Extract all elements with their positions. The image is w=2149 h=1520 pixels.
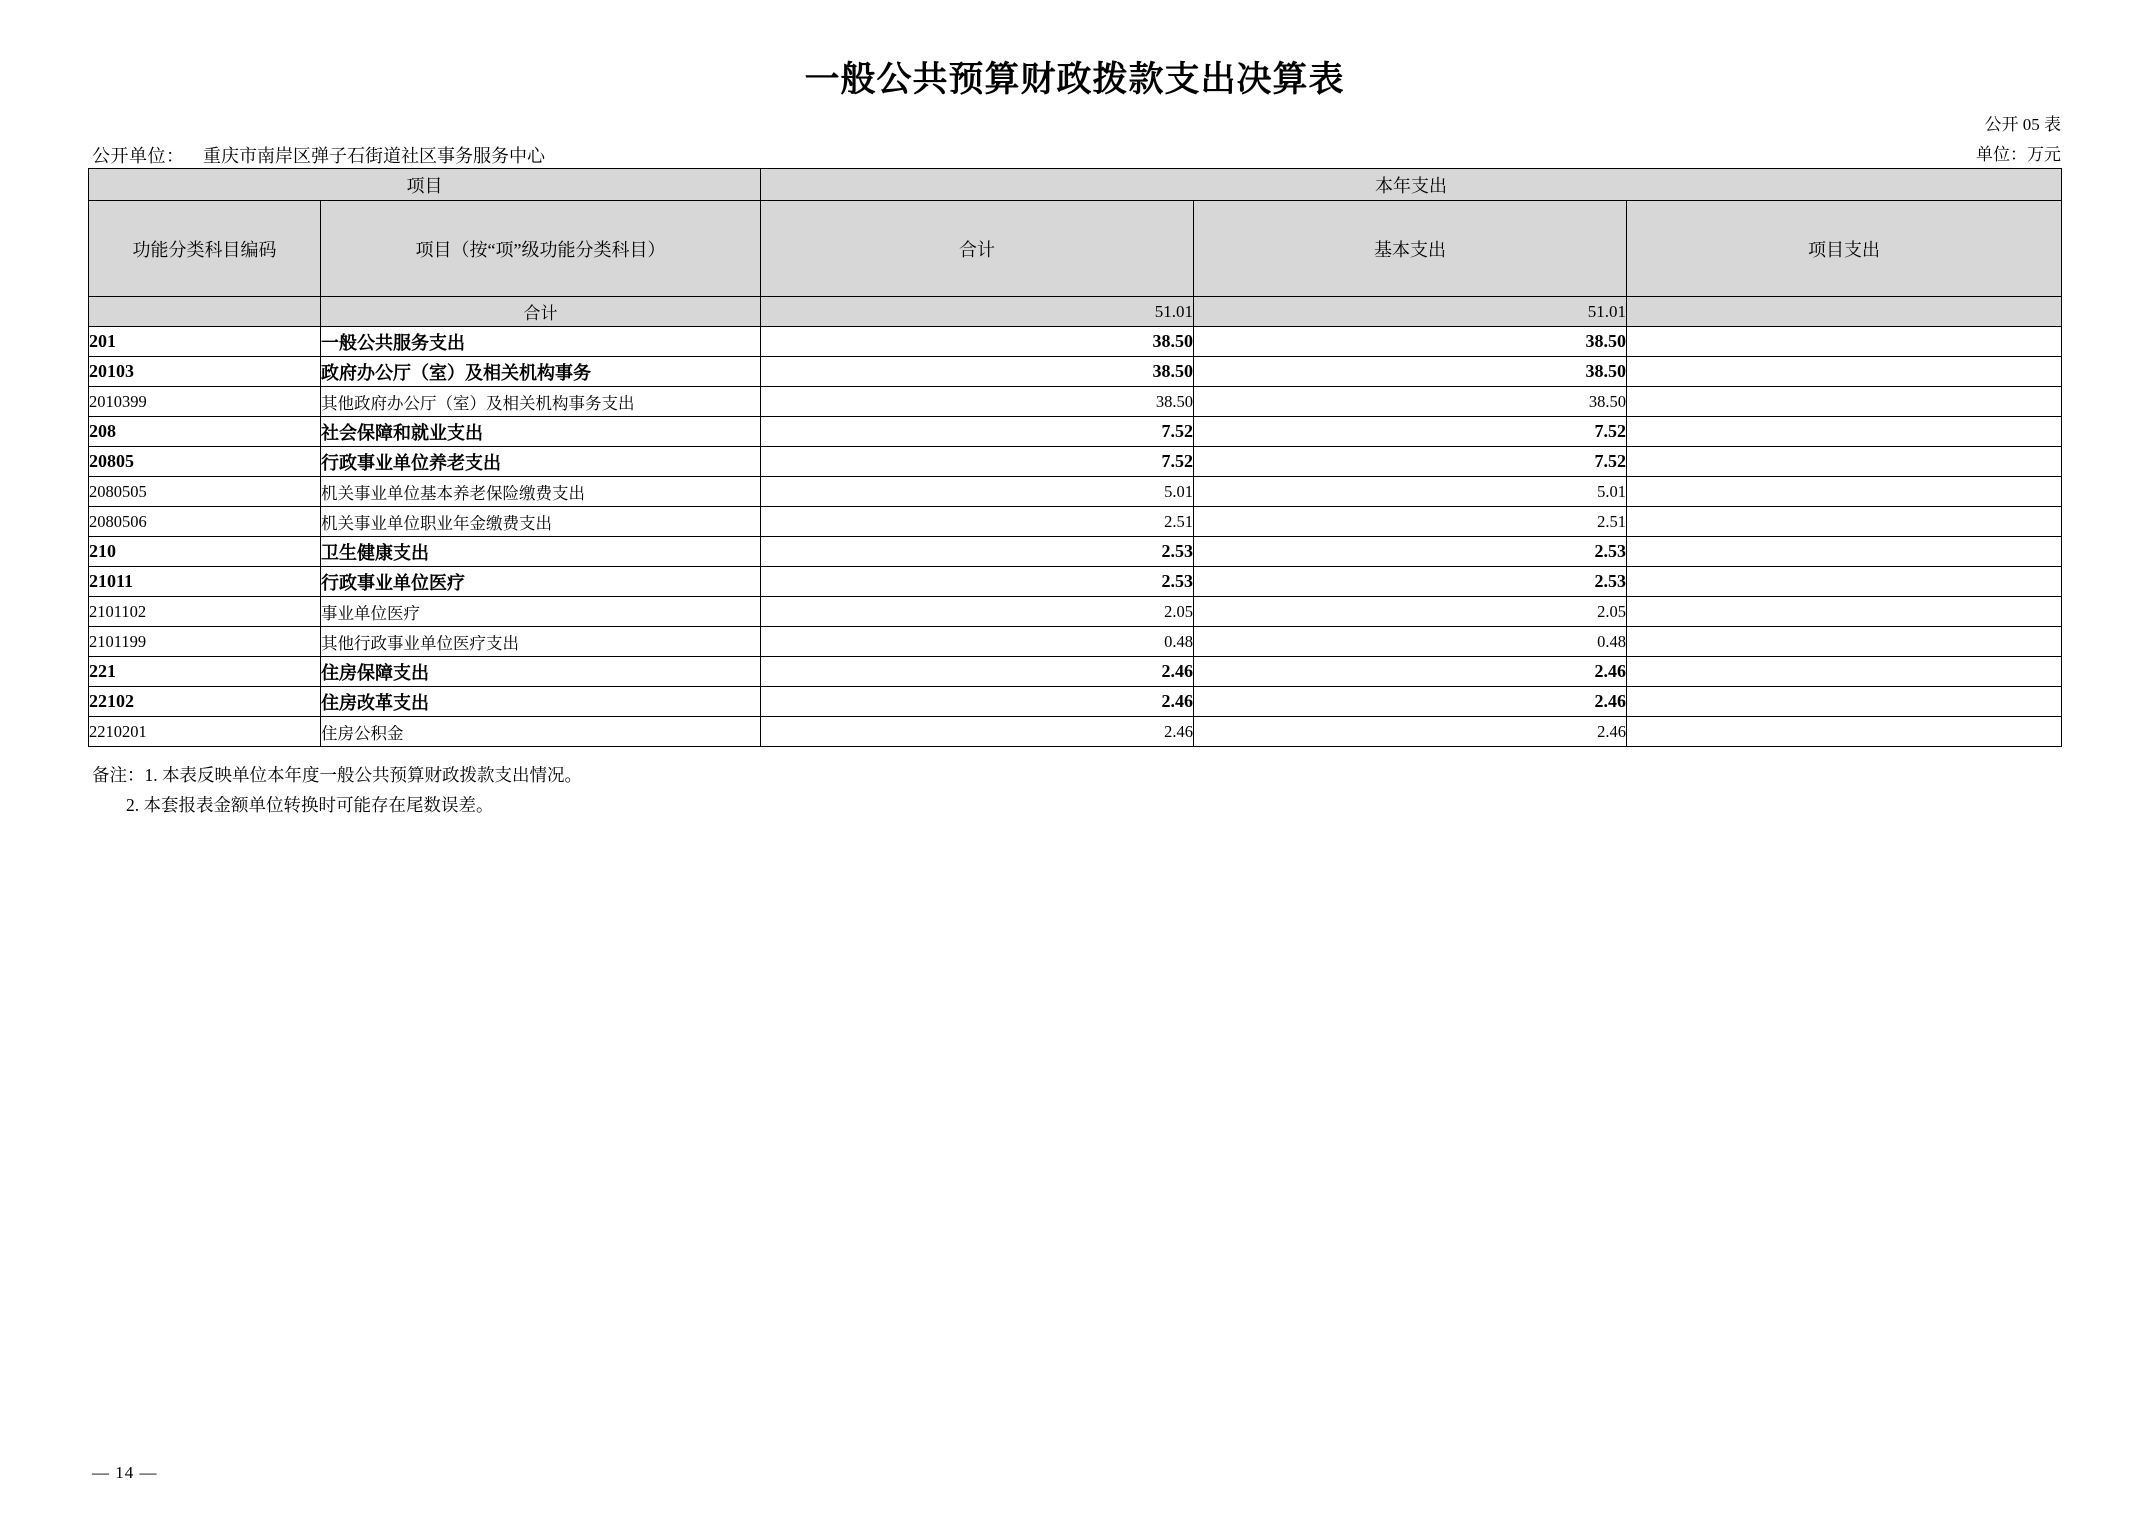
header-col-basic: 基本支出 (1194, 201, 1627, 297)
organization-name: 重庆市南岸区弹子石街道社区事务服务中心 (203, 146, 545, 166)
cell-project (1627, 327, 2062, 357)
header-col-total: 合计 (761, 201, 1194, 297)
table-row (89, 477, 2062, 507)
cell-name: 事业单位医疗 (321, 597, 761, 627)
organization-label: 公开单位： (92, 146, 185, 166)
cell-code: 20805 (89, 447, 321, 477)
table-row (89, 447, 2062, 477)
cell-total: 2.46 (761, 717, 1194, 747)
cell-name: 卫生健康支出 (321, 537, 761, 567)
table-header-row-columns (89, 201, 2062, 297)
cell-name: 住房改革支出 (321, 687, 761, 717)
cell-code: 208 (89, 417, 321, 447)
cell-code: 2101199 (89, 627, 321, 657)
cell-basic: 38.50 (1194, 327, 1627, 357)
cell-basic: 51.01 (1194, 297, 1627, 327)
cell-basic: 2.51 (1194, 507, 1627, 537)
cell-project (1627, 447, 2062, 477)
table-row (89, 417, 2062, 447)
cell-basic: 7.52 (1194, 417, 1627, 447)
cell-code: 2080506 (89, 507, 321, 537)
table-row (89, 537, 2062, 567)
cell-name: 住房公积金 (321, 717, 761, 747)
table-row (89, 597, 2062, 627)
cell-basic: 2.53 (1194, 537, 1627, 567)
cell-basic: 2.46 (1194, 687, 1627, 717)
cell-name: 机关事业单位职业年金缴费支出 (321, 507, 761, 537)
cell-basic: 2.46 (1194, 657, 1627, 687)
table-notes (92, 760, 582, 820)
cell-project (1627, 417, 2062, 447)
cell-project (1627, 597, 2062, 627)
note-line-1: 备注：1. 本表反映单位本年度一般公共预算财政拨款支出情况。 (92, 765, 582, 785)
table-row (89, 327, 2062, 357)
page-title: 一般公共预算财政拨款支出决算表 (804, 60, 1345, 99)
cell-name: 行政事业单位医疗 (321, 567, 761, 597)
cell-basic: 5.01 (1194, 477, 1627, 507)
table-row (89, 717, 2062, 747)
header-group-current-year: 本年支出 (761, 169, 2062, 201)
cell-code: 2010399 (89, 387, 321, 417)
table-row (89, 567, 2062, 597)
cell-total: 2.05 (761, 597, 1194, 627)
table-row-summary (89, 297, 2062, 327)
cell-total: 2.53 (761, 567, 1194, 597)
cell-name: 住房保障支出 (321, 657, 761, 687)
table-row (89, 357, 2062, 387)
cell-name: 一般公共服务支出 (321, 327, 761, 357)
cell-code: 210 (89, 537, 321, 567)
cell-code (89, 297, 321, 327)
cell-total: 2.53 (761, 537, 1194, 567)
organization-line (92, 142, 545, 168)
cell-total: 38.50 (761, 357, 1194, 387)
budget-expenditure-table (88, 168, 2062, 747)
table-row (89, 657, 2062, 687)
cell-name: 社会保障和就业支出 (321, 417, 761, 447)
cell-basic: 2.05 (1194, 597, 1627, 627)
cell-project (1627, 657, 2062, 687)
cell-name: 行政事业单位养老支出 (321, 447, 761, 477)
cell-code: 21011 (89, 567, 321, 597)
cell-project (1627, 717, 2062, 747)
cell-basic: 7.52 (1194, 447, 1627, 477)
cell-name: 其他行政事业单位医疗支出 (321, 627, 761, 657)
cell-name: 政府办公厅（室）及相关机构事务 (321, 357, 761, 387)
cell-project (1627, 387, 2062, 417)
cell-basic: 2.46 (1194, 717, 1627, 747)
cell-name: 合计 (321, 297, 761, 327)
cell-project (1627, 567, 2062, 597)
cell-total: 38.50 (761, 327, 1194, 357)
cell-code: 2080505 (89, 477, 321, 507)
table-header-row-group (89, 169, 2062, 201)
page-number: — 14 — (92, 1463, 158, 1482)
cell-total: 51.01 (761, 297, 1194, 327)
cell-code: 2101102 (89, 597, 321, 627)
cell-total: 5.01 (761, 477, 1194, 507)
cell-basic: 2.53 (1194, 567, 1627, 597)
header-group-item: 项目 (89, 169, 761, 201)
cell-basic: 0.48 (1194, 627, 1627, 657)
cell-code: 20103 (89, 357, 321, 387)
header-col-name: 项目（按“项”级功能分类科目） (321, 201, 761, 297)
cell-name: 其他政府办公厅（室）及相关机构事务支出 (321, 387, 761, 417)
cell-project (1627, 357, 2062, 387)
table-row (89, 627, 2062, 657)
cell-total: 7.52 (761, 447, 1194, 477)
cell-project (1627, 297, 2062, 327)
cell-name: 机关事业单位基本养老保险缴费支出 (321, 477, 761, 507)
cell-total: 7.52 (761, 417, 1194, 447)
table-row (89, 387, 2062, 417)
cell-total: 2.46 (761, 687, 1194, 717)
form-code-label: 公开 05 表 (1984, 115, 2061, 134)
cell-project (1627, 477, 2062, 507)
cell-code: 22102 (89, 687, 321, 717)
cell-total: 2.46 (761, 657, 1194, 687)
cell-project (1627, 507, 2062, 537)
header-col-project: 项目支出 (1627, 201, 2062, 297)
cell-total: 2.51 (761, 507, 1194, 537)
currency-unit-label: 单位：万元 (1976, 145, 2061, 164)
table-row (89, 507, 2062, 537)
cell-total: 38.50 (761, 387, 1194, 417)
cell-code: 2210201 (89, 717, 321, 747)
header-col-code: 功能分类科目编码 (89, 201, 321, 297)
cell-basic: 38.50 (1194, 387, 1627, 417)
note-line-2: 2. 本套报表金额单位转换时可能存在尾数误差。 (126, 795, 494, 815)
table-row (89, 687, 2062, 717)
cell-code: 221 (89, 657, 321, 687)
cell-project (1627, 627, 2062, 657)
cell-basic: 38.50 (1194, 357, 1627, 387)
cell-total: 0.48 (761, 627, 1194, 657)
cell-project (1627, 537, 2062, 567)
cell-code: 201 (89, 327, 321, 357)
cell-project (1627, 687, 2062, 717)
